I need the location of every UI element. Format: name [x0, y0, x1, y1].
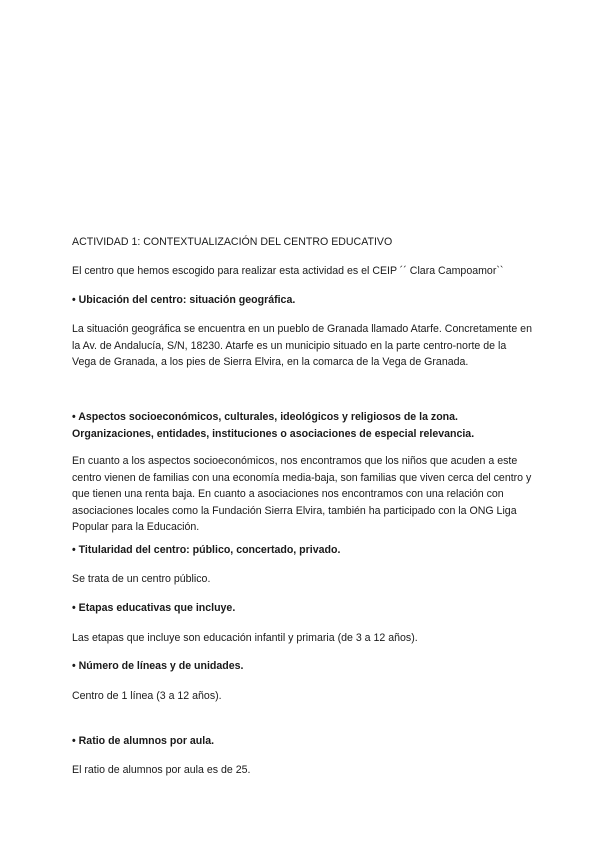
section-body-lines: Centro de 1 línea (3 a 12 años). — [72, 690, 222, 702]
section-heading-socioeconomic: • Aspectos socioeconómicos, culturales, ideológicos y religiosos de la zona. Organizaciones, entidades, instituciones o asociaciones de especial relevancia. — [72, 411, 475, 440]
section-heading-location: • Ubicación del centro: situación geográfica. — [72, 294, 296, 306]
section-heading-stages: • Etapas educativas que incluye. — [72, 602, 236, 614]
document-title: ACTIVIDAD 1: CONTEXTUALIZACIÓN DEL CENTRO EDUCATIVO — [72, 236, 393, 248]
section-heading-ratio: • Ratio de alumnos por aula. — [72, 735, 215, 747]
section-body-stages: Las etapas que incluye son educación infantil y primaria (de 3 a 12 años). — [72, 632, 418, 644]
section-body-socioeconomic: En cuanto a los aspectos socioeconómicos, nos encontramos que los niños que acuden a este centro vienen de familias con una economía media-baja, son familias que viven cerca del centro y que tienen una renta baja. En cuanto a asociaciones nos encontramos con una relación con asociaciones locales como la Fundación Sierra Elvira, también ha participado con la ONG Liga Popular para la Educación. — [72, 455, 532, 533]
intro-paragraph: El centro que hemos escogido para realizar esta actividad es el CEIP ´´ Clara Campoamor`` — [72, 265, 504, 277]
section-body-ratio: El ratio de alumnos por aula es de 25. — [72, 764, 251, 776]
section-heading-ownership: • Titularidad del centro: público, concertado, privado. — [72, 544, 341, 556]
section-heading-lines: • Número de líneas y de unidades. — [72, 660, 244, 672]
section-body-ownership: Se trata de un centro público. — [72, 573, 211, 585]
section-body-location: La situación geográfica se encuentra en un pueblo de Granada llamado Atarfe. Concretamente en la Av. de Andalucía, S/N, 18230. Atarfe es un municipio situado en la parte centro-norte de la Vega de Granada, a los pies de Sierra Elvira, en la comarca de la Vega de Granada. — [72, 323, 532, 368]
